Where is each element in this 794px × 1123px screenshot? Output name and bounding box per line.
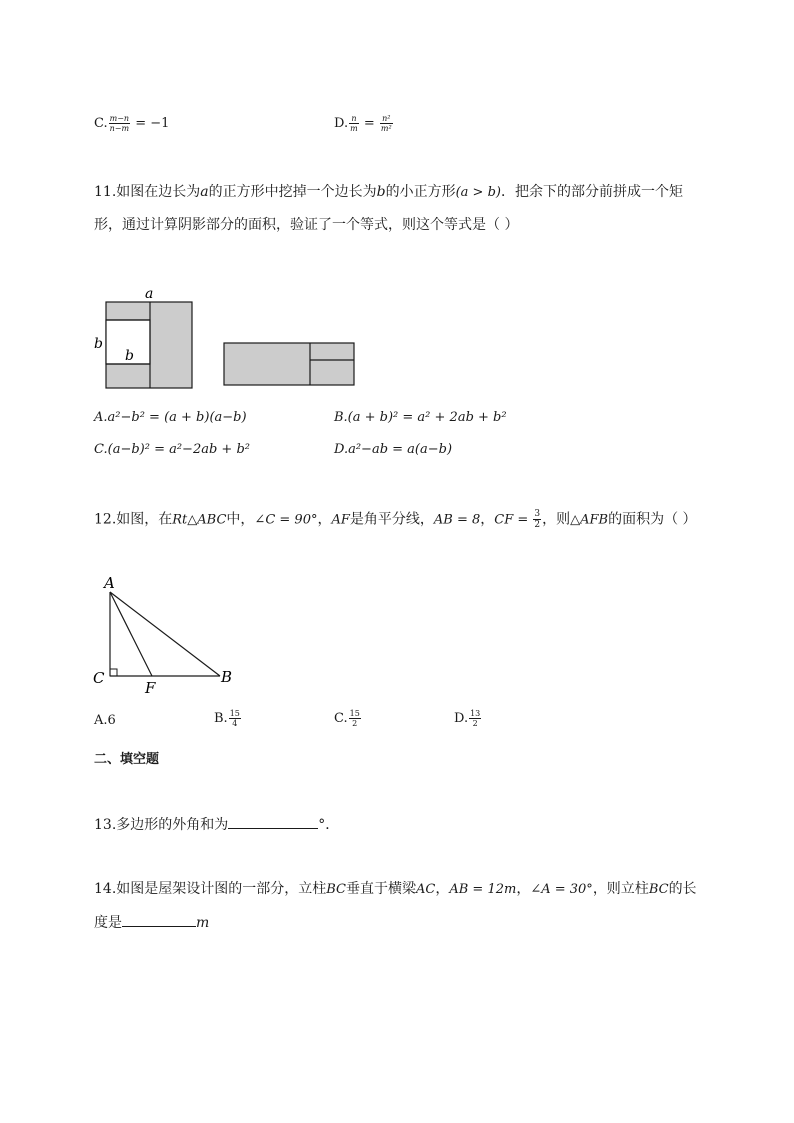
q11-option-d: D.a²−ab = a(a−b) <box>334 442 453 457</box>
q11-stem-line2: 形，通过计算阴影部分的面积，验证了一个等式，则这个等式是（ ） <box>94 217 519 233</box>
text: 是角平分线， <box>349 511 434 528</box>
fraction <box>109 114 130 133</box>
angle-a: ∠A = 30° <box>530 882 593 897</box>
option-label: D. <box>334 116 349 131</box>
text: 中， <box>226 511 255 528</box>
unit: m <box>196 915 210 931</box>
fraction <box>469 709 481 728</box>
text: 垂直于横梁 <box>346 881 417 897</box>
text: 14.如图是屋架设计图的一部分，立柱 <box>94 881 327 897</box>
length-ab: AB = 12m <box>449 882 517 897</box>
q11-option-c: C.(a−b)² = a²−2ab + b² <box>94 442 250 457</box>
section-heading: 二、填空题 <box>94 752 160 767</box>
text: ．把余下的部分前拼成一个矩 <box>500 184 683 200</box>
point-f-label: F <box>145 679 156 697</box>
answer-blank[interactable] <box>122 912 196 927</box>
segment-ac: AC <box>416 882 436 897</box>
fraction-denominator: 2 <box>472 719 478 728</box>
text: ，则 <box>542 511 571 528</box>
vertex-c-label: C <box>93 669 105 687</box>
bisector-af <box>110 592 152 676</box>
fraction <box>229 709 241 728</box>
text: ， <box>317 511 332 528</box>
text: ， <box>516 881 531 897</box>
option-label: C. <box>94 116 108 131</box>
fraction-denominator: m <box>350 124 358 133</box>
fraction-numerator: m−n <box>109 114 130 123</box>
q12-option-b <box>214 709 242 729</box>
text: 的长 <box>668 881 697 897</box>
segment-bc: BC <box>326 882 347 897</box>
q10-option-c <box>94 114 169 134</box>
q11-option-a: A.a²−b² = (a + b)(a−b) <box>94 410 247 425</box>
vertex-b-label: B <box>221 668 233 686</box>
fraction <box>349 114 359 133</box>
text: 度是 <box>94 915 122 931</box>
length-cf: CF = <box>494 512 533 528</box>
q12-triangle-figure <box>88 570 248 700</box>
fraction-numerator: 15 <box>349 709 360 718</box>
option-label: C. <box>334 711 348 726</box>
label-a: a <box>145 286 154 302</box>
var-b: b <box>376 184 386 200</box>
triangle-abc: △ABC <box>187 512 227 528</box>
right-angle-mark <box>110 669 117 676</box>
fraction-numerator: 15 <box>229 709 240 718</box>
fraction-numerator: 13 <box>470 709 481 718</box>
text: 12.如图，在 <box>94 511 173 528</box>
label-b-left: b <box>94 336 103 352</box>
fraction-denominator: 2 <box>352 719 358 728</box>
answer-blank[interactable] <box>228 814 318 829</box>
q12-option-a: A.6 <box>94 713 116 728</box>
text: 的正方形中挖掉一个边长为 <box>208 184 377 200</box>
text: ， <box>480 511 495 528</box>
vertex-a-label: A <box>104 574 115 592</box>
combined-rectangle <box>224 343 354 385</box>
condition: (a > b) <box>455 185 501 200</box>
fraction-denominator: n−m <box>109 124 130 133</box>
option-label: B. <box>214 711 228 726</box>
q11-figure <box>88 284 368 394</box>
fraction-denominator: 4 <box>232 719 238 728</box>
fraction <box>380 114 393 133</box>
triangle-afb: △AFB <box>570 512 609 528</box>
q12-stem <box>94 509 697 531</box>
fraction <box>533 509 541 530</box>
length-ab: AB = 8 <box>433 512 481 528</box>
equals-sign: = <box>359 116 379 131</box>
text: 13.多边形的外角和为 <box>94 817 229 833</box>
q12-option-d <box>454 709 482 729</box>
q11-option-b: B.(a + b)² = a² + 2ab + b² <box>334 410 507 425</box>
side-ab <box>110 592 220 676</box>
fraction-denominator: 2 <box>534 520 541 530</box>
q14-stem-line2 <box>94 912 209 933</box>
segment-bc: BC <box>648 882 669 897</box>
rt: Rt <box>172 512 188 528</box>
angle-c: ∠C = 90° <box>254 512 318 528</box>
q13-stem <box>94 814 339 835</box>
var-a: a <box>200 184 209 200</box>
text: ，则立柱 <box>592 881 649 897</box>
fraction-numerator: 3 <box>534 509 541 519</box>
rectangle-figure <box>224 343 354 385</box>
segment-af: AF <box>331 512 350 528</box>
q12-option-c <box>334 709 362 729</box>
option-label: D. <box>454 711 469 726</box>
q11-stem-line1 <box>94 182 683 203</box>
text: 11.如图在边长为 <box>94 184 201 200</box>
text: °． <box>318 817 340 833</box>
text: 的面积为（ ） <box>608 511 697 528</box>
q14-stem-line1 <box>94 879 697 900</box>
option-rhs: = −1 <box>131 116 170 131</box>
label-b-inner: b <box>125 348 134 364</box>
fraction <box>349 709 361 728</box>
text: 的小正方形 <box>385 184 456 200</box>
fraction-numerator: n² <box>380 114 393 124</box>
fraction-numerator: n <box>349 114 359 124</box>
text: ， <box>435 881 450 897</box>
square-figure <box>94 286 192 388</box>
q10-option-d <box>334 114 394 134</box>
fraction-denominator: m² <box>380 124 392 133</box>
